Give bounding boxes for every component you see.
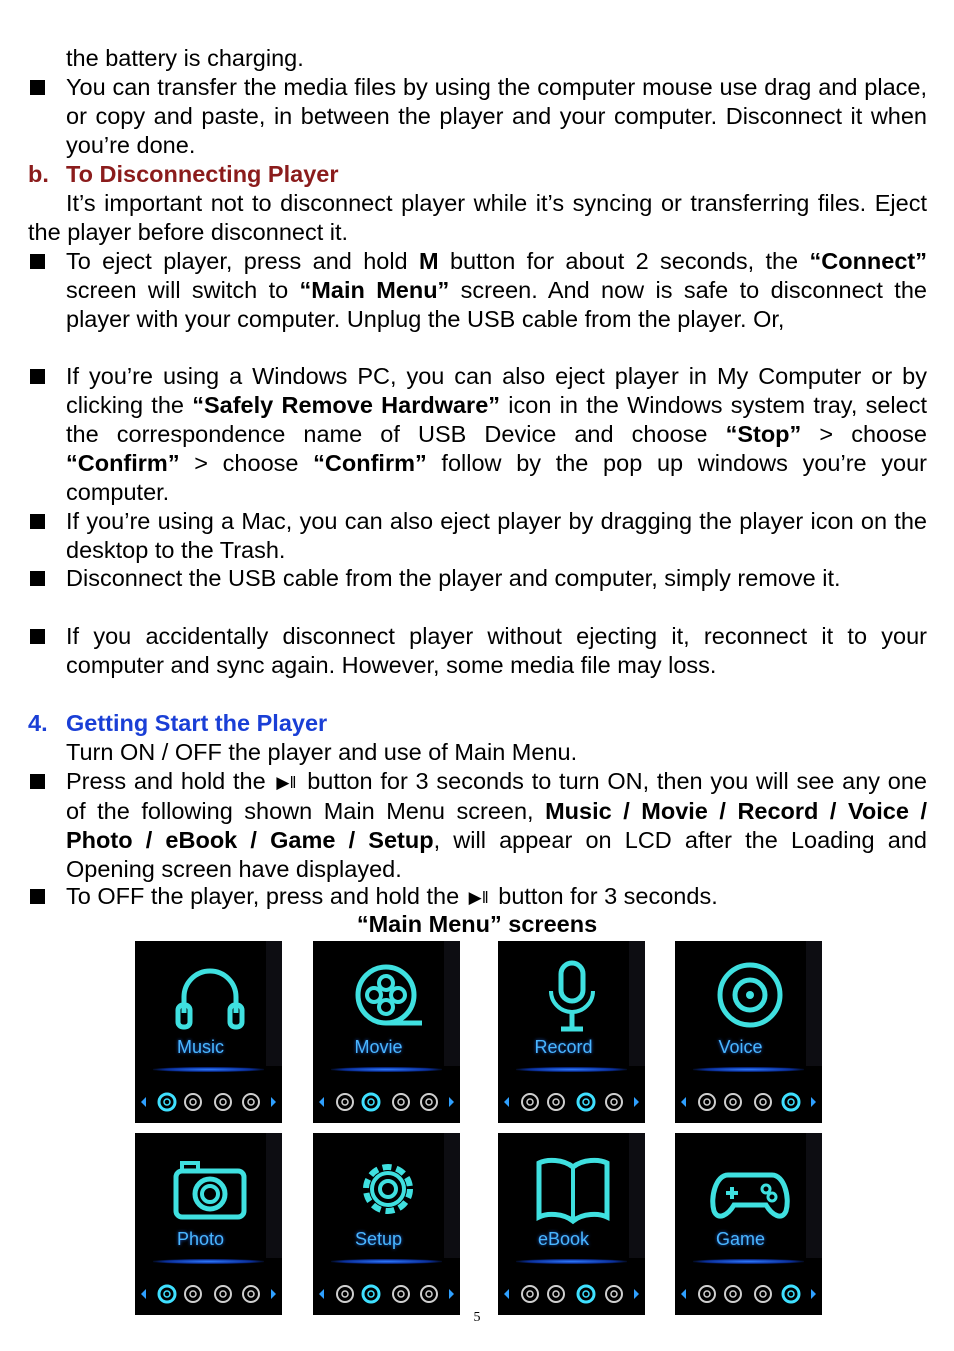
text-run: button for 3 seconds.	[491, 883, 718, 909]
screen-icon-strip	[313, 1087, 460, 1117]
paragraph-important: It’s important not to disconnect player while it’s syncing or transferring files. Eject the player before disconnect it.	[28, 190, 927, 245]
gamepad-icon	[710, 1147, 790, 1227]
text-run: button for about 2 seconds, the	[438, 248, 810, 274]
menu-screen-music	[135, 941, 282, 1123]
screen-icon-strip	[498, 1279, 645, 1309]
screen-scrollbar	[806, 941, 822, 1066]
menu-screen-ebook	[498, 1133, 645, 1315]
play-pause-icon: ▶‖	[276, 773, 297, 792]
text-run: button for 3 seconds to turn ON, then you will see any one of the following shown Main Menu screen,	[66, 768, 927, 824]
text-run: Press and hold the	[66, 768, 274, 794]
keyword-confirm: “Confirm”	[66, 450, 180, 476]
screen-label: Music	[176, 1037, 224, 1057]
text-run: To OFF the player, press and hold the	[66, 883, 466, 909]
menu-screen-voice	[675, 941, 822, 1123]
bullet-marker	[30, 76, 48, 94]
keyword-menu-list: Music / Movie / Record / Voice / Photo / eBook / Game / Setup	[66, 798, 927, 853]
paragraph-accidental: If you accidentally disconnect player without ejecting it, reconnect it to your computer and sync again. However, some media file may loss.	[66, 623, 927, 678]
menu-screen-setup	[313, 1133, 460, 1315]
section-heading-disconnecting	[28, 160, 339, 189]
screen-scrollbar	[266, 941, 282, 1066]
play-pause-icon: ▶‖	[468, 888, 489, 907]
microphone-icon	[533, 955, 613, 1035]
bullet-marker	[30, 365, 48, 383]
screen-label: Voice	[718, 1037, 763, 1057]
screen-label: eBook	[537, 1229, 590, 1249]
screen-glow-bar	[331, 1067, 442, 1072]
section-number: 4.	[28, 710, 48, 736]
screen-scrollbar	[444, 941, 460, 1066]
bullet-marker	[30, 625, 48, 643]
text-run: screen. And now is safe to disconnect the player with your computer. Unplug the USB cable from the player. Or,	[66, 277, 927, 332]
screen-icon-strip	[313, 1279, 460, 1309]
screen-label: Movie	[354, 1037, 403, 1057]
text-run: To eject player, press and hold	[66, 248, 419, 274]
screen-icon-strip	[135, 1087, 282, 1117]
keyword-stop: “Stop”	[725, 421, 802, 447]
screen-label: Setup	[354, 1229, 403, 1249]
screen-scrollbar	[266, 1133, 282, 1258]
keyword-connect: “Connect”	[809, 248, 927, 274]
section-number: b.	[28, 161, 49, 187]
screen-glow-bar	[331, 1259, 442, 1264]
menu-screen-record	[498, 941, 645, 1123]
screen-glow-bar	[693, 1259, 804, 1264]
headphones-icon	[170, 955, 250, 1035]
paragraph-transfer-files: You can transfer the media files by using the computer mouse use drag and place, or copy and paste, in between the player and your computer. Disconnect it when you’re done.	[66, 74, 927, 158]
screen-glow-bar	[516, 1259, 627, 1264]
section-heading-getting-start	[28, 709, 327, 738]
film-reel-icon	[348, 955, 428, 1035]
keyword-confirm: “Confirm”	[313, 450, 427, 476]
keyword-main-menu: “Main Menu”	[299, 277, 450, 303]
bullet-marker	[30, 510, 48, 528]
screen-icon-strip	[135, 1279, 282, 1309]
screen-glow-bar	[153, 1259, 264, 1264]
camera-icon	[170, 1147, 250, 1227]
bullet-marker	[30, 567, 48, 585]
paragraph-power-off	[66, 882, 927, 912]
screen-label: Game	[715, 1229, 766, 1249]
paragraph-disconnect-usb: Disconnect the USB cable from the player and computer, simply remove it.	[66, 565, 841, 591]
paragraph-battery: the battery is charging.	[66, 45, 304, 71]
screen-scrollbar	[629, 1133, 645, 1258]
disc-icon	[710, 955, 790, 1035]
page-number: 5	[473, 1310, 481, 1325]
paragraph-eject-player	[66, 247, 927, 334]
key-m: M	[419, 248, 439, 274]
screen-label: Record	[534, 1037, 593, 1057]
text-run: follow by the pop up windows you’re your computer.	[66, 450, 927, 505]
paragraph-turn-on-off: Turn ON / OFF the player and use of Main Menu.	[66, 739, 578, 765]
screen-scrollbar	[806, 1133, 822, 1258]
screen-icon-strip	[675, 1087, 822, 1117]
paragraph-windows-pc	[66, 362, 927, 507]
screen-scrollbar	[629, 941, 645, 1066]
section-title: Getting Start the Player	[66, 710, 328, 736]
section-title: To Disconnecting Player	[66, 161, 339, 187]
screen-glow-bar	[516, 1067, 627, 1072]
screen-glow-bar	[693, 1067, 804, 1072]
figure-caption: “Main Menu” screens	[356, 911, 598, 937]
paragraph-mac: If you’re using a Mac, you can also eject player by dragging the player icon on the desktop to the Trash.	[66, 508, 927, 563]
keyword-safely-remove: “Safely Remove Hardware”	[192, 392, 501, 418]
book-icon	[533, 1147, 613, 1227]
menu-screen-photo	[135, 1133, 282, 1315]
bullet-marker	[30, 885, 48, 903]
paragraph-press-hold-on	[66, 767, 927, 884]
text-run: , will appear on LCD after the Loading and Opening screen have displayed.	[66, 827, 927, 882]
screen-glow-bar	[153, 1067, 264, 1072]
text-run: screen will switch to	[66, 277, 300, 303]
screen-icon-strip	[498, 1087, 645, 1117]
bullet-marker	[30, 250, 48, 268]
menu-screen-game	[675, 1133, 822, 1315]
gear-icon	[348, 1147, 428, 1227]
screen-label: Photo	[176, 1229, 225, 1249]
text-run: > choose	[801, 421, 927, 447]
menu-screen-movie	[313, 941, 460, 1123]
screen-scrollbar	[444, 1133, 460, 1258]
bullet-marker	[30, 770, 48, 788]
screen-icon-strip	[675, 1279, 822, 1309]
text-run: > choose	[179, 450, 314, 476]
text-run: icon in the Windows system tray, select the correspondence name of USB Device and choose	[66, 392, 927, 447]
text-run: If you’re using a Windows PC, you can also eject player in My Computer or by clicking the	[66, 363, 927, 418]
